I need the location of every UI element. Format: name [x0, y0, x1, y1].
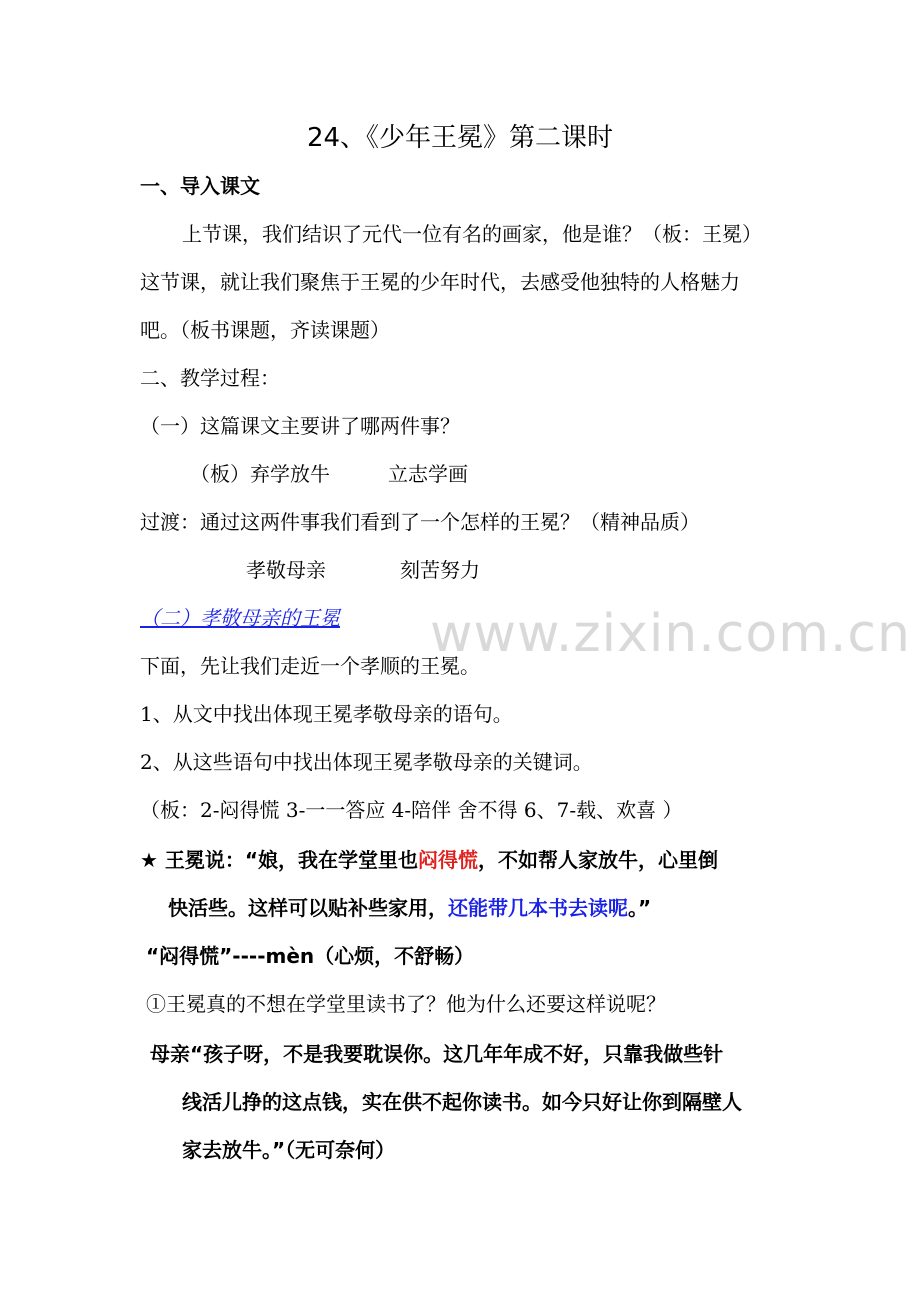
quote-highlight-red: 闷得慌 [418, 848, 479, 872]
question-one: （一）这篇课文主要讲了哪两件事？ [140, 414, 460, 438]
board-note-1b: 立志学画 [388, 462, 468, 486]
intro-sentence: 下面，先让我们走近一个孝顺的王冕。 [140, 654, 480, 678]
quote-wangmian-line-1 [140, 846, 718, 874]
section-heading-process: 二、教学过程： [140, 366, 280, 390]
mother-quote-line-3: 家去放牛。”（无可奈何） [182, 1138, 396, 1162]
intro-paragraph-line-3: 吧。（板书课题，齐读课题） [140, 318, 390, 342]
mother-quote-line-1: 母亲“孩子呀，不是我要耽误你。这几年年成不好，只靠我做些针 [150, 1042, 724, 1066]
board-note-1a: （板）弃学放牛 [190, 462, 330, 486]
board-note-3: （板：2-闷得慌 3-一一答应 4-陪伴 舍不得 6、7-载、欢喜 ） [140, 798, 683, 822]
board-note-2a: 孝敬母亲 [246, 558, 326, 582]
section-heading-intro: 一、导入课文 [140, 174, 260, 198]
quote-rest: ，不如帮人家放牛，心里倒 [478, 848, 719, 872]
mother-quote-line-2: 线活儿挣的这点钱，实在供不起你读书。如今只好让你到隔壁人 [182, 1090, 742, 1114]
quote-line2-start: 快活些。这样可以贴补些家用， [168, 896, 448, 920]
quote-lead: ★ 王冕说：“娘，我在学堂里也 [140, 848, 419, 872]
intro-paragraph-line-1: 上节课，我们结识了元代一位有名的画家，他是谁？（板：王冕） [182, 222, 762, 246]
subsection-link-filial[interactable] [140, 604, 340, 632]
gloss-line: “闷得慌”----mèn（心烦，不舒畅） [146, 944, 475, 968]
transition-text: 过渡：通过这两件事我们看到了一个怎样的王冕？（精神品质） [140, 510, 700, 534]
quote-line2-end: 。” [628, 896, 652, 920]
quote-highlight-blue: 还能带几本书去读呢 [448, 896, 628, 920]
subsection-link-text[interactable]: （二）孝敬母亲的王冕 [140, 606, 340, 630]
board-note-2b: 刻苦努力 [400, 558, 480, 582]
page-title: 24、《少年王冕》第二课时 [306, 123, 614, 153]
intro-paragraph-line-2: 这节课，就让我们聚焦于王冕的少年时代，去感受他独特的人格魅力 [140, 270, 740, 294]
quote-wangmian-line-2 [168, 894, 651, 922]
step-two: 2、从这些语句中找出体现王冕孝敬母亲的关键词。 [140, 750, 593, 774]
watermark: www.zixin.com.cn [430, 604, 911, 664]
step-one: 1、从文中找出体现王冕孝敬母亲的语句。 [140, 702, 513, 726]
question-why: ①王冕真的不想在学堂里读书了？他为什么还要这样说呢？ [146, 992, 666, 1016]
